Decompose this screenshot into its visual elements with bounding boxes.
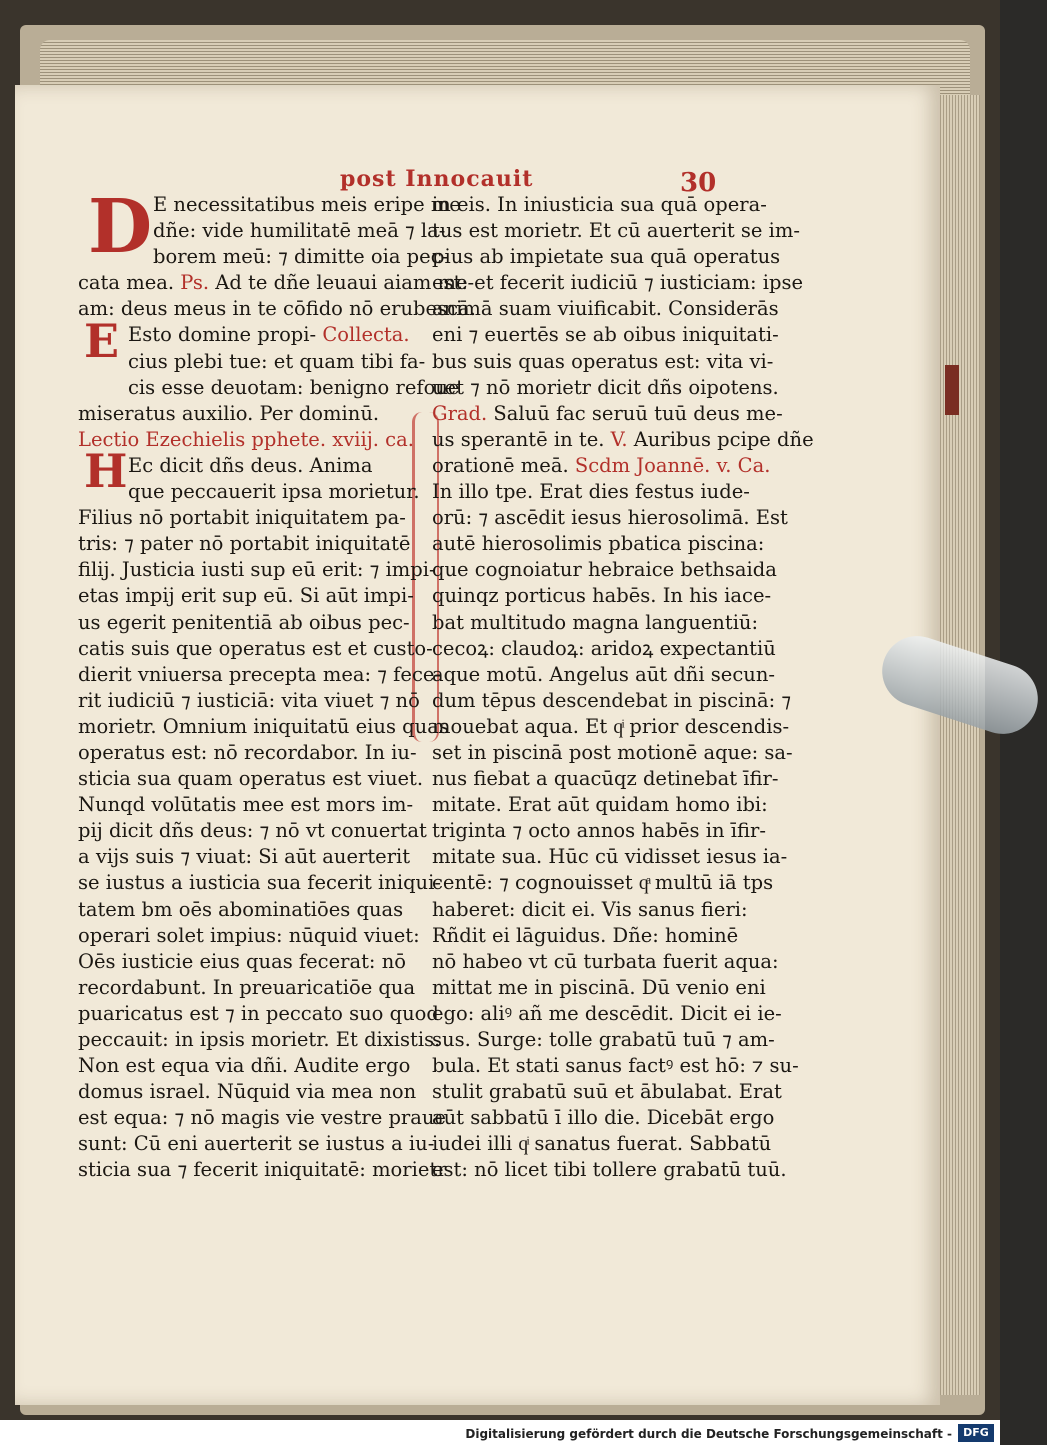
right_column-line: mittat me in piscinā. Dū venio eni: [432, 975, 766, 999]
rubric-text: V.: [610, 427, 628, 451]
left_column-line: etas impij erit sup eū. Si aūt impi-: [78, 584, 414, 608]
right_column-line: uet ⁊ nō morietr dicit dñs oipotens.: [432, 375, 779, 399]
right_column-line: ego: aliꝰ añ me descēdit. Dicit ei ie-: [432, 1001, 782, 1025]
right_column-line: In illo tpe. Erat dies festus iude-: [432, 480, 750, 504]
left_column-line: puaricatus est ⁊ in peccato suo quod: [78, 1001, 439, 1025]
right_column-line: Rñdit ei lāguidus. Dñe: hominē: [432, 923, 739, 947]
initial-letter-e: E: [84, 314, 120, 368]
rubric-text: Grad.: [432, 401, 488, 425]
right_column-line: stulit grabatū suū et ābulabat. Erat: [432, 1080, 782, 1104]
left_column-line: sunt: Cū eni auerterit se iustus a iu-: [78, 1132, 435, 1156]
running-head: post Innocauit: [340, 166, 534, 192]
right_column-line: bus suis quas operatus est: vita vi-: [432, 349, 774, 373]
right_column-line: us sperantē in te. V. Auribus pcipe dñe: [432, 427, 814, 451]
right_column-line: quinqz porticus habēs. In his iace-: [432, 584, 772, 608]
left_column-line: sticia sua ⁊ fecerit iniquitatē: morietr: [78, 1158, 447, 1182]
left_column-line: Oēs iusticie eius quas fecerat: nō: [78, 949, 406, 973]
left_column-line: miseratus auxilio. Per dominū.: [78, 401, 380, 425]
right_column-line: orationē meā. Scdm Joannē. v. Ca.: [432, 453, 771, 477]
right_column-line: nō habeo vt cū turbata fuerit aqua:: [432, 949, 779, 973]
right_column-line: bat multitudo magna languentiū:: [432, 610, 759, 634]
left_column-line: cis esse deuotam: benigno refoue: [128, 375, 460, 399]
rubric-text: Ps.: [180, 271, 210, 295]
initial-letter-h: H: [84, 444, 128, 498]
folio-number: 30: [680, 168, 717, 198]
left_column-line: peccauit: in ipsis morietr. Et dixistis.: [78, 1028, 441, 1051]
right_column-line: aūt sabbatū ī illo die. Dicebāt ergo: [432, 1106, 775, 1130]
right_column-line: mouebat aqua. Et qͥ prior descendis-: [432, 714, 790, 738]
left_column-line: domus israel. Nūquid via mea non: [78, 1080, 417, 1104]
right_column-line: animā suam viuificabit. Considerās: [432, 297, 779, 321]
right_column-line: tus est morietr. Et cū auerterit se im-: [432, 219, 800, 243]
left_column-line: operari solet impius: nūquid viuet:: [78, 923, 420, 947]
left_column-line: sticia sua quam operatus est viuet.: [78, 767, 424, 791]
right_column-line: que cognoiatur hebraice bethsaida: [432, 558, 777, 582]
left_column-line: filij. Justicia iusti sup eū erit: ⁊ impi-: [78, 558, 436, 582]
right_column-line: est: et fecerit iudiciū ⁊ iusticiam: ipse: [432, 271, 804, 295]
left_column-line: borem meū: ⁊ dimitte oia pec-: [153, 245, 449, 269]
right_column-line: iudei illi qͥ sanatus fuerat. Sabbatū: [432, 1132, 772, 1156]
right_column-line: autē hierosolimis pbatica piscina:: [432, 532, 765, 556]
right_column-line: mitate sua. Hūc cū vidisset iesus ia-: [432, 845, 788, 869]
left_column-line: cius plebi tue: et quam tibi fa-: [128, 349, 426, 373]
dfg-logo: DFG: [958, 1424, 994, 1442]
right_column-line: pius ab impietate sua quā operatus: [432, 245, 781, 269]
left_column-line: Esto domine propi- Collecta.: [128, 323, 410, 347]
right_column-line: mitate. Erat aūt quidam homo ibi:: [432, 793, 768, 817]
left_column-line: us egerit penitentiā ab oibus pec-: [78, 610, 410, 634]
right_column-line: Grad. Saluū fac seruū tuū deus me-: [432, 401, 783, 425]
left_column-line: dierit vniuersa precepta mea: ⁊ fece-: [78, 662, 441, 686]
left_column-line: E necessitatibus meis eripe me: [153, 193, 461, 216]
left_column-line: Non est equa via dñi. Audite ergo: [78, 1054, 411, 1078]
left_column-line: Ec dicit dñs deus. Anima: [128, 453, 373, 477]
right_column-line: aque motū. Angelus aūt dñi secun-: [432, 662, 775, 686]
left_column-line: se iustus a iusticia sua fecerit iniqui-: [78, 871, 441, 895]
left_column-line: tris: ⁊ pater nō portabit iniquitatē: [78, 532, 411, 556]
rubric-text: Collecta.: [322, 323, 410, 347]
left_column-line: cata mea. Ps. Ad te dñe leuaui aiam me-: [78, 271, 475, 295]
left_column-line: Nunqd volūtatis mee est mors im-: [78, 793, 414, 817]
left_column-line: morietr. Omnium iniquitatū eius quas: [78, 714, 449, 738]
page-tab-marker: [945, 365, 959, 415]
left_column-line: que peccauerit ipsa morietur.: [128, 480, 420, 504]
footer-bar: [0, 1420, 1000, 1445]
right_column-line: haberet: dicit ei. Vis sanus fieri:: [432, 897, 748, 921]
footer-credit: Digitalisierung gefördert durch die Deutsche Forschungsgemeinschaft -: [465, 1427, 952, 1441]
right_column-line: triginta ⁊ octo annos habēs in īfir-: [432, 819, 766, 843]
left_column-line: Filius nō portabit iniquitatem pa-: [78, 506, 406, 530]
left_column-line: am: deus meus in te cōfido nō erubescā.: [78, 297, 476, 321]
left_column-line: tatem bm oēs abominatiōes quas: [78, 897, 404, 921]
left_column-line: dñe: vide humilitatē meā ⁊ la-: [153, 219, 446, 243]
left_column-line: pij dicit dñs deus: ⁊ nō vt conuertat: [78, 819, 427, 843]
side-page-edges: [935, 95, 980, 1395]
right_column-line: cecoꝝ: claudoꝝ: aridoꝝ expectantiū: [432, 636, 776, 660]
right_column-line: eni ⁊ euertēs se ab oibus iniquitati-: [432, 323, 779, 347]
rubric-text: Lectio Ezechielis pphete. xviij. ca.: [78, 427, 414, 451]
right_column-line: set in piscinā post motionē aque: sa-: [432, 740, 793, 764]
left_column-line: recordabunt. In preuaricatiōe qua: [78, 975, 416, 999]
left_column-line: a vijs suis ⁊ viuat: Si aūt auerterit: [78, 845, 411, 869]
right_column-line: est: nō licet tibi tollere grabatū tuū.: [432, 1158, 787, 1182]
right_column-line: centē: ⁊ cognouisset qͣ multū iā tps: [432, 871, 774, 895]
right_column-line: orū: ⁊ ascēdit iesus hierosolimā. Est: [432, 506, 788, 530]
left_column-line: rit iudiciū ⁊ iusticiā: vita viuet ⁊ nō: [78, 688, 420, 712]
right_column-line: dum tēpus descendebat in piscinā: ⁊: [432, 688, 792, 712]
right_column-line: sus. Surge: tolle grabatū tuū ⁊ am-: [432, 1028, 775, 1051]
left_column-line: catis suis que operatus est et custo-: [78, 636, 433, 660]
right_column-line: in eis. In iniusticia sua quā opera-: [432, 193, 767, 216]
right_column-line: nus fiebat a quacūqz detinebat īfir-: [432, 767, 779, 791]
initial-letter-d: D: [88, 184, 153, 270]
right_column-line: bula. Et stati sanus factꝰ est hō: ⁊ su-: [432, 1054, 799, 1078]
rubric-text: Scdm Joannē. v. Ca.: [574, 453, 771, 477]
left_column-line: [78, 427, 413, 453]
left_column-line: est equa: ⁊ nō magis vie vestre praue: [78, 1106, 446, 1130]
right-text-column: [432, 192, 814, 1184]
left_column-line: operatus est: nō recordabor. In iu-: [78, 740, 417, 764]
